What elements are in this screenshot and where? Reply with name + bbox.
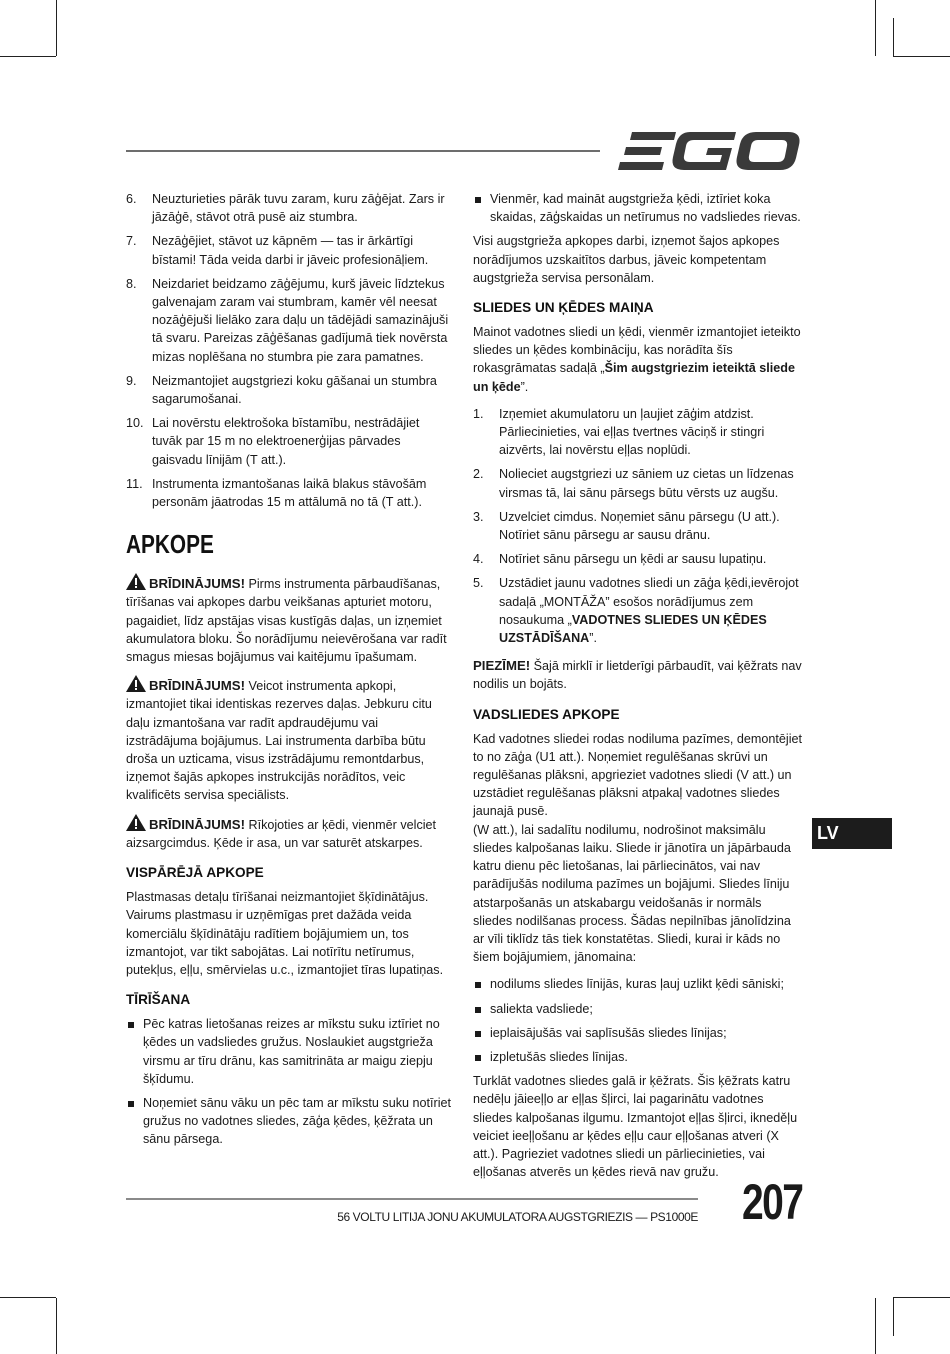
step-text: ”. (589, 631, 597, 646)
item-text: Instrumenta izmantošanas laikā blakus stāvošām personām jāatrodas 15 m attālumā no tā (T att.). (152, 476, 427, 510)
bar-chain-intro (473, 323, 803, 396)
list-item (126, 372, 452, 408)
crop-mark (893, 1297, 950, 1298)
step-text: Nolieciet augstgriezi uz sāniem uz cietas un līdzenas virsmas tā, lai sānu pārsegs būtu vērsts uz augšu. (499, 467, 794, 500)
step-item (473, 550, 803, 568)
crop-mark (875, 0, 876, 56)
item-number: 9. (126, 373, 137, 388)
right-column (473, 190, 803, 1190)
item-number: 6. (126, 192, 137, 206)
intro-text: Mainot vadotnes sliedi un ķēdi, vienmēr izmantojiet ieteikto sliedes un ķēdes kombināciju, kas norādīta šīs rokasgrāmatas sadaļā „ (473, 325, 801, 376)
list-item: Pēc katras lietošanas reizes ar mīkstu suku iztīriet no ķēdes un vadsliedes gružus. Noslaukiet augstgrieža virsmu ar tīru drānu, kas samitrināta ar maigu ziepju šķīdumu. (126, 1015, 452, 1088)
page-number: 207 (742, 1174, 803, 1230)
footer-product: 56 VOLTU LITIJA JONU AKUMULATORA AUGSTGRIEZIS — PS1000E (337, 1210, 698, 1224)
footer-rule (126, 1198, 698, 1200)
warning-text: Rīkojoties ar ķēdi, vienmēr velciet aizsargcimdus. Ķēde ir asa, un var saturēt atskarpes. (126, 817, 437, 850)
warning-text: Pirms instrumenta pārbaudīšanas, tīrīšanas vai apkopes darbu veikšanas apturiet motoru, pagaidiet, līdz apstājas visas kustīgās daļas, un izņemiet akumulatora bloku. Šo norādījumu neievērošana var radīt smagus miesas bojājumus vai kaitējumu īpašumam. (126, 577, 447, 665)
item-text: Neizdariet beidzamo zāģējumu, kurš jāveic līdztekus galvenajam zaram vai stumbram, kamēr vēl neesat nozāģējuši lielāko zara daļu un tādējādi samazinājuši tā svaru. Pareizas zāģēšanas gadījumā tiek novērsta mizas noplēšana no stumbra pie zara pamatnes. (152, 276, 449, 364)
list-item: nodilums sliedes līnijās, kuras ļauj uzlikt ķēdi sāniski; (473, 975, 803, 993)
list-item: saliekta vadsliede; (473, 1000, 803, 1018)
guide-bar-text: (W att.), lai sadalītu nodilumu, nodrošinot maksimālu sliedes kalpošanas laiku. Sliede ir jānotīra un jāpārbauda katru dienu pēc lietošanas, lai pārliecinātos, vai nav parādījušās nodiluma pazīmes un bojājumi. Sliedes līniju atstarpošanās un atskabargu veidošanās ir normāls sliedes nodilšanas process. Šādas nepilnības jānolīdzina ar vīli tiklīdz tās tiek konstatētas. Sliedi, kurai ir kāds no šiem bojājumiem, jānomaina: (473, 822, 791, 965)
note-label: PIEZĪME! (473, 658, 531, 674)
crop-mark (875, 1298, 876, 1354)
step-text: Uzstādiet jaunu vadotnes sliedi un zāģa ķēdi,ievērojot sadaļā „MONTĀŽA” esošos norādījumus zem nosaukuma „ (499, 576, 799, 627)
cleaning-heading: TĪRĪŠANA (126, 992, 191, 1008)
step-bold: VADOTNES SLIEDES UN ĶĒDES UZSTĀDĪŠANA (499, 612, 767, 646)
crop-mark (0, 1297, 56, 1298)
crop-mark (893, 56, 950, 57)
left-column (126, 190, 452, 1155)
chain-cleaning-list (473, 190, 803, 226)
crop-mark (893, 1298, 894, 1336)
list-item (126, 232, 452, 268)
list-item: Vienmēr, kad maināt augstgrieža ķēdi, iztīriet koka skaidas, zāģskaidas un netīrumus no vadsliedes rievas. (473, 190, 803, 226)
warning-label: BRĪDINĀJUMS! (149, 816, 245, 832)
intro-text: ”. (520, 379, 529, 394)
note-text: Šajā mirklī ir lietderīgi pārbaudīt, vai ķēžrats nav nodilis un bojāts. (473, 659, 802, 692)
item-number: 10. (126, 416, 144, 431)
note-paragraph (473, 657, 803, 693)
guide-bar-text: Kad vadotnes sliedei rodas nodiluma pazīmes, demontējiet to no zāģa (U1 att.). Noņemiet regulēšanas skrūvi un regulēšanas plāksni, apgrieziet vadotnes sliedi (V att.) un uzstādiet regulēšanas plāksni atpakaļ vadotnes sliedes jaunajā pusē. (473, 731, 803, 819)
bar-chain-heading: SLIEDES UN ĶĒDES MAIŅA (473, 300, 654, 316)
step-text: Izņemiet akumulatoru un ļaujiet zāģim atdzist. Pārliecinieties, vai eļļas tvertnes vāciņš ir stingri aizvērts, lai novērstu eļļas noplūdi. (499, 406, 765, 458)
general-maintenance-heading: VISPĀRĒJĀ APKOPE (126, 865, 264, 881)
step-text: Uzvelciet cimdus. Noņemiet sānu pārsegu (U att.). Notīriet sānu pārsegu ar sausu drānu. (499, 509, 780, 543)
step-item (473, 465, 803, 501)
warning-icon (126, 573, 146, 590)
intro-bold: Šim augstgriezim ieteiktā sliede un ķēde (473, 361, 795, 394)
list-item (126, 190, 452, 226)
crop-mark (56, 1298, 57, 1354)
crop-mark (56, 0, 57, 56)
step-number: 2. (473, 467, 484, 482)
step-item (473, 405, 803, 460)
warning-icon (126, 675, 146, 692)
list-item: ieplaisājušās vai saplīsušās sliedes līnijas; (473, 1024, 803, 1042)
item-number: 11. (126, 476, 143, 491)
warning-label: BRĪDINĀJUMS! (149, 678, 245, 694)
step-text: Notīriet sānu pārsegu un ķēdi ar sausu lupatiņu. (499, 552, 767, 567)
list-item (126, 475, 452, 511)
step-item (473, 574, 803, 647)
item-text: Lai novērstu elektrošoka bīstamību, nestrādājiet tuvāk par 15 m no elektroenerģijas pārvades gaisvadu līnijām (T att.). (152, 416, 420, 467)
crop-mark (893, 18, 894, 56)
section-title: APKOPE (126, 529, 214, 560)
step-item (473, 508, 803, 544)
safety-list (126, 190, 452, 511)
list-item: izpletušās sliedes līnijas. (473, 1048, 803, 1066)
cleaning-list (126, 1015, 452, 1148)
crop-mark (0, 56, 56, 57)
guide-bar-heading: VADSLIEDES APKOPE (473, 706, 620, 722)
warning-icon (126, 814, 146, 831)
list-item (126, 275, 452, 366)
list-item: Noņemiet sānu vāku un pēc tam ar mīkstu suku notīriet gružus no vadotnes sliedes, zāģa ķēdes, ķēžrata un sānu pārsega. (126, 1094, 452, 1149)
guide-bar-damage-list (473, 975, 803, 1066)
item-number: 7. (126, 234, 137, 249)
warning-paragraph (126, 675, 452, 804)
warning-label: BRĪDINĀJUMS! (149, 576, 245, 592)
step-number: 1. (473, 406, 484, 421)
service-note: Visi augstgrieža apkopes darbi, izņemot šajos apkopes norādījumos uzskaitītos darbus, jāveic kompetentam augstgrieža servisa personālam. (473, 234, 780, 285)
warning-text: Veicot instrumenta apkopi, izmantojiet tikai identiskas rezerves daļas. Jebkuru citu daļu izmantošana var radīt apdraudējumu vai izstrādājuma bojājumus. Lai instrumenta darbība būtu droša un uzticama, visus izstrādājumu remontdarbus, izņemot šajās apkopes instrukcijās norādītos, veic kvalificēts servisa speciālists. (126, 679, 432, 803)
step-number: 5. (473, 576, 484, 591)
header-rule (126, 150, 600, 152)
step-number: 3. (473, 509, 484, 524)
language-tab: LV (812, 818, 892, 849)
step-number: 4. (473, 552, 484, 567)
item-text: Neizmantojiet augstgriezi koku gāšanai un stumbra sagarumošanai. (152, 373, 437, 407)
general-maintenance-text: Plastmasas detaļu tīrīšanai neizmantojiet šķīdinātājus. Vairums plastmasu ir uzņēmīgas pret dažāda veida komerciālu šķīdinātāju radītiem bojājumiem un, tos izmantojot, var tikt sabojātas. Lai notīrītu netīrumus, putekļus, eļļu, smērvielas u.c., izmantojiet tīras lupatiņas. (126, 890, 444, 977)
sprocket-text: Turklāt vadotnes sliedes galā ir ķēžrats. Šis ķēžrats katru nedēļu jāieeļļo ar eļļas šļirci, lai pagarinātu vadotnes sliedes kalpošanas ilgumu. Izmantojot eļļas šļirci, ikneděļu veiciet ieeļļošanu ar ķēdes eļļu caur eļļošanas atveri (X att.). Pagrieziet vadotnes sliedi un pārliecinieties, vai eļļošanas atverēs un ķēdes rievā nav gružu. (473, 1074, 798, 1180)
item-text: Neuzturieties pārāk tuvu zaram, kuru zāģējat. Zars ir jāzāģē, stāvot otrā pusē aiz stumbra. (152, 192, 445, 225)
warning-paragraph (126, 573, 452, 666)
warning-paragraph (126, 814, 452, 852)
ego-logo (618, 130, 800, 172)
item-text: Nezāģējiet, stāvot uz kāpnēm — tas ir ārkārtīgi bīstami! Tāda veida darbi ir jāveic profesionāļiem. (152, 234, 429, 267)
replacement-steps (473, 405, 803, 647)
list-item (126, 414, 452, 469)
item-number: 8. (126, 276, 137, 291)
